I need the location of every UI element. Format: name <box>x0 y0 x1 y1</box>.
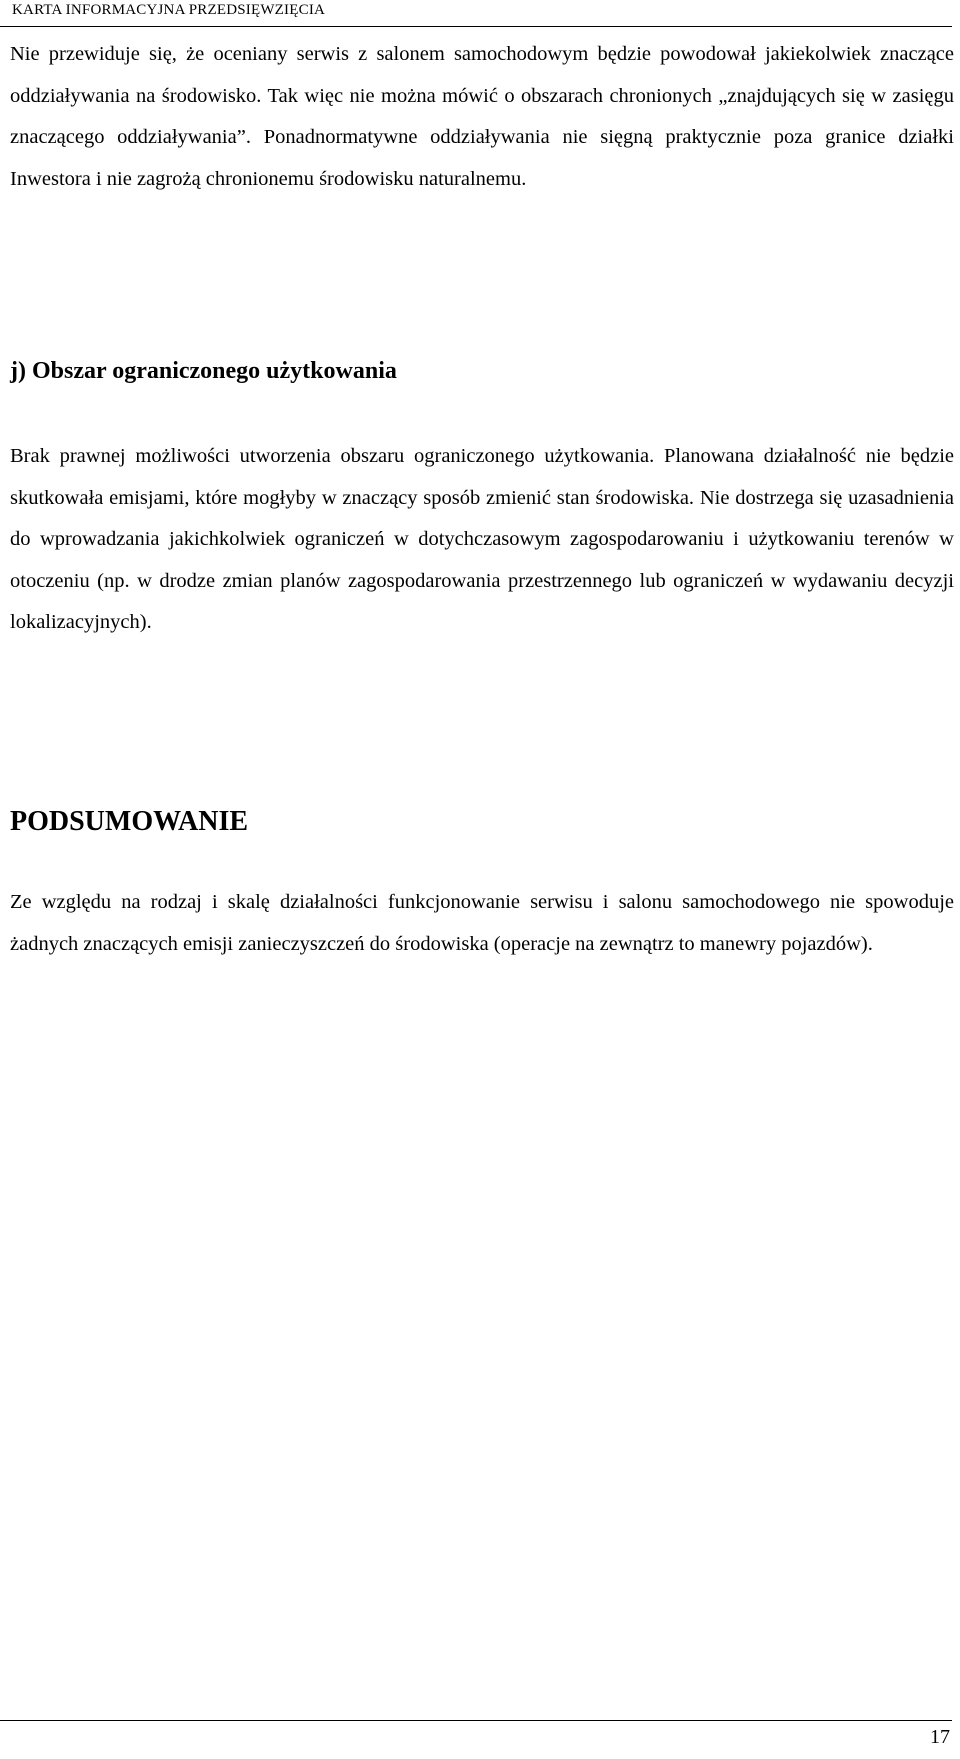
intro-section <box>10 34 954 200</box>
summary-paragraph: Ze względu na rodzaj i skalę działalności funkcjonowanie serwisu i salonu samochodowego nie spowoduje żadnych znaczących emisji zanieczyszczeń do środowiska (operacje na zewnątrz to manewry pojazdów). <box>10 891 954 955</box>
section-j-body <box>10 436 954 644</box>
document-title: KARTA INFORMACYJNA PRZEDSIĘWZIĘCIA <box>12 2 326 18</box>
summary-heading: PODSUMOWANIE <box>10 806 249 837</box>
page-number: 17 <box>930 1726 950 1748</box>
section-j-paragraph: Brak prawnej możliwości utworzenia obszaru ograniczonego użytkowania. Planowana działalność nie będzie skutkowała emisjami, które mogłyby w znaczący sposób zmienić stan środowiska. Nie dostrzega się uzasadnienia do wprowadzania jakichkolwiek ograniczeń w dotychczasowym zagospodarowaniu i użytkowaniu terenów w otoczeniu (np. w drodze zmian planów zagospodarowania przestrzennego lub ograniczeń w wydawaniu decyzji lokalizacyjnych). <box>10 445 954 633</box>
page-header <box>0 0 952 27</box>
summary-body <box>10 882 954 965</box>
section-j-heading: j) Obszar ograniczonego użytkowania <box>10 358 397 384</box>
footer-divider <box>0 1720 952 1721</box>
intro-paragraph: Nie przewiduje się, że oceniany serwis z salonem samochodowym będzie powodował jakiekolwiek znaczące oddziaływania na środowisko. Tak więc nie można mówić o obszarach chronionych „znajdujących się w zasięgu znaczącego oddziaływania”. Ponadnormatywne oddziaływania nie sięgną praktycznie poza granice działki Inwestora i nie zagrożą chronionemu środowisku naturalnemu. <box>10 43 954 190</box>
